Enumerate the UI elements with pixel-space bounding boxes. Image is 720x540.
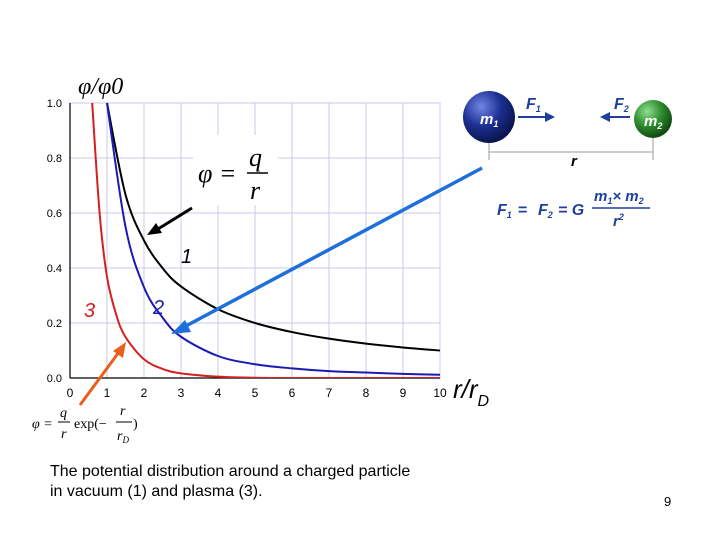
svg-text:): ) [133,417,138,432]
svg-text:F1: F1 [497,202,512,220]
svg-text:φ =: φ = [32,417,53,432]
caption-line-1: The potential distribution around a charged particle [50,463,411,480]
x-tick-label: 8 [362,386,370,400]
svg-text:r: r [120,404,126,419]
svg-text:m2: $m_2$ [644,113,663,131]
svg-text:= G: = G [558,202,585,219]
svg-text:rD: $r_D$ [117,429,129,445]
gravity-diagram [463,91,672,230]
svg-text:exp(−: exp(− [74,417,107,432]
x-tick-label: 10 [433,386,447,400]
svg-text:q: q [60,406,67,421]
y-tick-labels [47,98,62,385]
x-axis-label: $r/r_D$ [453,374,490,410]
svg-text:F2: F2 [538,202,553,220]
x-tick-label: 4 [214,386,222,400]
x-tick-label: 3 [177,386,185,400]
x-tick-label: 5 [251,386,259,400]
svg-text:F2: F2 [614,96,629,114]
slide-caption [50,462,410,502]
svg-text:r: r [250,176,261,205]
caption-line-2: in vacuum (1) and plasma (3). [50,483,263,500]
x-tick-label: 6 [288,386,296,400]
svg-text:=: = [518,202,528,219]
curve-label-1: 1 [181,246,193,268]
y-tick-label: 0.8 [46,153,62,165]
formula-vacuum [193,135,278,205]
y-axis-label: φ/φ0 [78,74,124,100]
curve-label-2: 2 [153,297,165,319]
svg-text:r: r [571,153,577,170]
y-tick-label: 0.0 [46,373,62,385]
svg-text:m1: $m_1$ [480,111,499,129]
x-tick-label: 9 [399,386,407,400]
y-tick-label: 0.4 [46,263,62,275]
svg-text:r: r [61,427,67,442]
curve-label-3: 3 [84,300,96,322]
svg-text:φ =: φ = [198,159,237,188]
svg-text:m1× m2: $m_1\times m_2$ [594,188,644,206]
x-tick-label: 2 [140,386,148,400]
y-tick-label: 0.6 [46,208,62,220]
formula-plasma [32,404,138,445]
gravity-equation [497,188,650,230]
x-tick-label: 1 [103,386,111,400]
x-tick-label: 7 [325,386,333,400]
x-tick-labels [67,386,447,400]
x-tick-label: 0 [66,386,74,400]
svg-text:r2: $r^2$ [613,212,624,230]
svg-text:q: q [249,143,262,172]
svg-text:F1: F1 [526,96,541,114]
y-tick-label: 0.2 [46,318,62,330]
y-tick-label: 1.0 [46,98,62,110]
page-number: 9 [664,494,672,509]
